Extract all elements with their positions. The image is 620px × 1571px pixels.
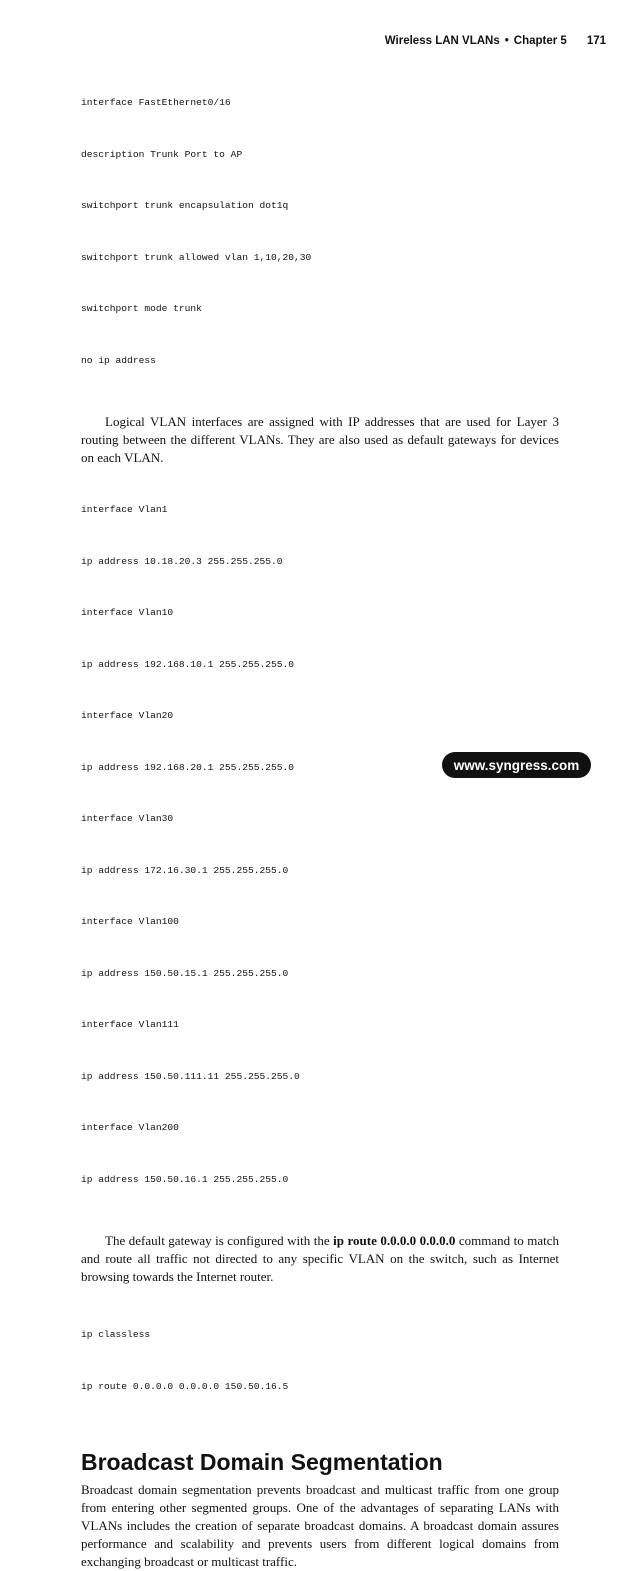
code-block-vlan-interfaces (81, 467, 559, 1222)
code-line: interface Vlan10 (81, 607, 174, 619)
code-line: interface Vlan30 (81, 813, 174, 825)
code-line: switchport trunk encapsulation dot1q (81, 200, 289, 212)
code-line: description Trunk Port to AP (81, 148, 243, 160)
page-content (81, 60, 559, 1571)
code-line: ip address 172.16.30.1 255.255.255.0 (81, 864, 289, 876)
code-line: ip address 192.168.20.1 255.255.255.0 (81, 761, 295, 773)
code-line: interface Vlan1 (81, 504, 168, 516)
inline-command: ip route 0.0.0.0 0.0.0.0 (333, 1233, 456, 1248)
paragraph-text: The default gateway is configured with the (105, 1233, 334, 1248)
code-line: ip address 150.50.15.1 255.255.255.0 (81, 967, 289, 979)
page-number: 171 (586, 35, 606, 47)
footer-url: www.syngress.com (453, 757, 580, 773)
paragraph-default-gateway (81, 1232, 559, 1286)
chapter-label: Chapter 5 (513, 35, 567, 47)
code-block-trunk-config (81, 60, 559, 403)
code-line: interface Vlan111 (81, 1019, 179, 1031)
code-line: ip address 192.168.10.1 255.255.255.0 (81, 658, 295, 670)
header-bullet: • (504, 35, 509, 47)
code-line: interface Vlan100 (81, 916, 179, 928)
code-line: interface Vlan20 (81, 710, 174, 722)
paragraph-broadcast-segmentation: Broadcast domain segmentation prevents broadcast and multicast traffic from one group from entering other segmented groups. One of the advantages of separating LANs with VLANs includes the creation of separate broadcast domains. A broadcast domain assures performance and scalability and prevents users from different logical domains from exchanging broadcast or multicast traffic. (81, 1482, 559, 1570)
code-line: switchport trunk allowed vlan 1,10,20,30 (81, 251, 312, 263)
code-line: switchport mode trunk (81, 303, 202, 315)
code-line: interface FastEthernet0/16 (81, 97, 231, 109)
code-block-ip-route (81, 1292, 559, 1429)
footer-url-badge (442, 752, 591, 778)
running-title: Wireless LAN VLANs (384, 35, 500, 47)
running-header (385, 35, 606, 47)
code-line: ip address 10.18.20.3 255.255.255.0 (81, 555, 283, 567)
code-line: interface Vlan200 (81, 1122, 179, 1134)
code-line: ip address 150.50.111.11 255.255.255.0 (81, 1070, 300, 1082)
paragraph-vlan-interfaces: Logical VLAN interfaces are assigned with IP addresses that are used for Layer 3 routing between the different VLANs. They are also used as default gateways for devices on each VLAN. (81, 414, 559, 466)
code-line: no ip address (81, 354, 156, 366)
code-line: ip route 0.0.0.0 0.0.0.0 150.50.16.5 (81, 1380, 289, 1392)
paragraph-text: command to match and route all traffic not directed to any specific VLAN on the switch, such as Internet browsing towards the Internet router. (81, 1233, 559, 1284)
section-heading: Broadcast Domain Segmentation (81, 1449, 443, 1476)
code-line: ip classless (81, 1329, 151, 1341)
code-line: ip address 150.50.16.1 255.255.255.0 (81, 1173, 289, 1185)
